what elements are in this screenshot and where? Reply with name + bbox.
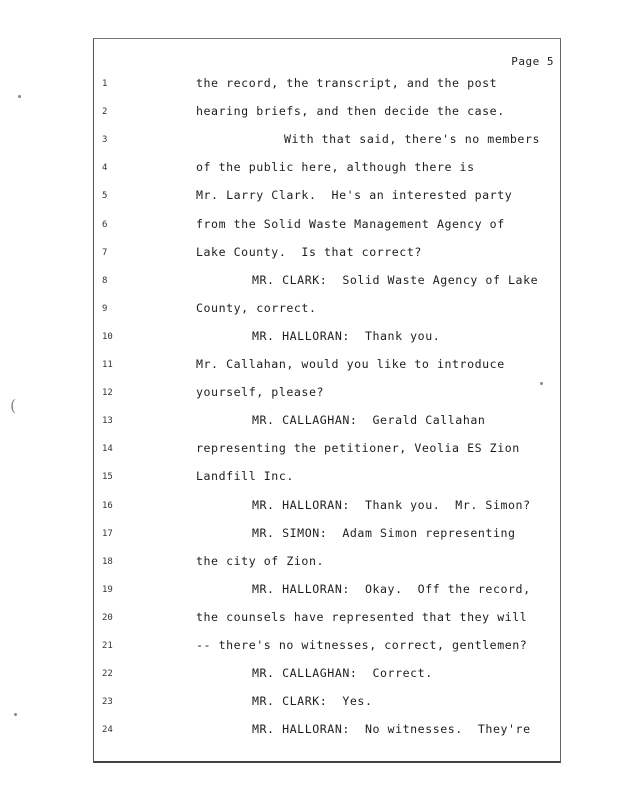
line-text: yourself, please? xyxy=(196,385,325,400)
line-number: 11 xyxy=(102,360,113,370)
line-text: County, correct. xyxy=(196,300,317,315)
line-text: Lake County. Is that correct? xyxy=(196,244,422,259)
scan-speck xyxy=(14,713,17,716)
transcript-line xyxy=(94,300,560,320)
line-number: 18 xyxy=(102,556,113,567)
line-number: 14 xyxy=(102,444,113,455)
line-number: 7 xyxy=(102,247,108,258)
line-number: 1 xyxy=(102,79,108,89)
line-number: 19 xyxy=(102,584,113,595)
line-text: MR. CALLAGHAN: Correct. xyxy=(252,666,433,681)
line-text: -- there's no witnesses, correct, gentlemen? xyxy=(196,638,528,652)
transcript-line xyxy=(94,609,560,629)
transcript-line xyxy=(94,131,560,151)
line-number: 23 xyxy=(102,697,113,708)
transcript-line xyxy=(94,75,560,95)
line-text: Mr. Callahan, would you like to introduce xyxy=(196,357,505,371)
line-number: 4 xyxy=(102,163,108,174)
line-number: 20 xyxy=(102,612,113,623)
transcript-line xyxy=(94,721,560,741)
line-number: 8 xyxy=(102,275,108,286)
line-text: MR. HALLORAN: No witnesses. They're xyxy=(252,722,531,737)
line-text: MR. CLARK: Solid Waste Agency of Lake xyxy=(252,272,539,287)
line-text: MR. CLARK: Yes. xyxy=(252,694,373,709)
transcript-line xyxy=(94,384,560,404)
transcript-line xyxy=(94,159,560,179)
transcript-line xyxy=(94,637,560,657)
transcript-line xyxy=(94,440,560,460)
scan-speck xyxy=(540,382,543,385)
transcript-line xyxy=(94,468,560,488)
line-text: MR. HALLORAN: Thank you. Mr. Simon? xyxy=(252,497,531,512)
line-number: 24 xyxy=(102,725,113,736)
line-number: 9 xyxy=(102,303,108,314)
transcript-line xyxy=(94,356,560,376)
transcript-line xyxy=(94,103,560,123)
line-number: 17 xyxy=(102,528,113,539)
line-text: the city of Zion. xyxy=(196,553,325,568)
transcript-line xyxy=(94,272,560,292)
transcript-line xyxy=(94,328,560,348)
line-text: representing the petitioner, Veolia ES Zion xyxy=(196,441,520,456)
scan-speck xyxy=(18,95,21,98)
transcript-line xyxy=(94,693,560,713)
line-text: MR. SIMON: Adam Simon representing xyxy=(252,525,516,540)
line-number: 21 xyxy=(102,641,113,651)
transcript-line xyxy=(94,553,560,573)
transcript-line xyxy=(94,525,560,545)
line-number: 22 xyxy=(102,669,113,680)
line-text: Landfill Inc. xyxy=(196,469,294,484)
line-number: 16 xyxy=(102,500,113,511)
line-number: 13 xyxy=(102,416,113,427)
line-number: 3 xyxy=(102,135,108,146)
line-text: Mr. Larry Clark. He's an interested party xyxy=(196,188,513,203)
line-text: the record, the transcript, and the post xyxy=(196,76,498,90)
line-text: hearing briefs, and then decide the case. xyxy=(196,104,505,119)
line-number: 15 xyxy=(102,472,113,483)
line-text: of the public here, although there is xyxy=(196,160,475,175)
page-number-header: Page 5 xyxy=(511,55,554,68)
transcript-page xyxy=(93,38,561,763)
line-text: the counsels have represented that they will xyxy=(196,609,528,624)
line-number: 6 xyxy=(102,219,108,230)
transcript-line xyxy=(94,665,560,685)
line-text: from the Solid Waste Management Agency of xyxy=(196,216,505,231)
line-number: 10 xyxy=(102,331,113,342)
line-number: 2 xyxy=(102,107,108,118)
line-text: MR. HALLORAN: Thank you. xyxy=(252,328,441,343)
line-number: 12 xyxy=(102,388,113,399)
line-text: MR. HALLORAN: Okay. Off the record, xyxy=(252,581,531,596)
transcript-line xyxy=(94,187,560,207)
transcript-line xyxy=(94,216,560,236)
line-text: With that said, there's no members xyxy=(284,132,541,147)
transcript-line xyxy=(94,497,560,517)
transcript-line xyxy=(94,412,560,432)
line-number: 5 xyxy=(102,191,108,202)
transcript-line xyxy=(94,244,560,264)
line-text: MR. CALLAGHAN: Gerald Callahan xyxy=(252,413,486,428)
margin-mark: ( xyxy=(10,396,17,415)
transcript-line xyxy=(94,581,560,601)
